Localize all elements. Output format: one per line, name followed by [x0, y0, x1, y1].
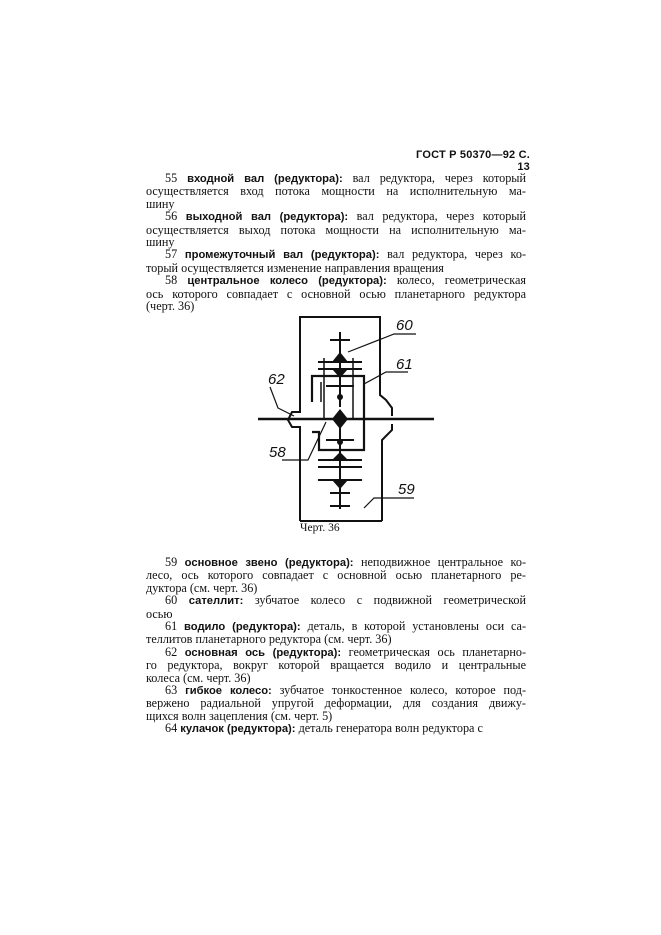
definition-text: лесо, ось которого совпадает с основной осью планетарного ре- — [146, 568, 526, 583]
definition-text: шину — [146, 196, 175, 211]
leader-59 — [364, 498, 414, 508]
leader-60 — [348, 334, 416, 352]
definition-item: 56 выходной вал (редуктора): вал редуктора, через который — [165, 209, 527, 224]
definition-item: 61 водило (редуктора): деталь, в которой установлены оси са- — [165, 619, 527, 634]
definition-text: шину — [146, 235, 175, 250]
definition-text: ось которого совпадает с основной осью планетарного редуктора — [146, 286, 526, 301]
definition-text: дуктора (см. черт. 36) — [146, 580, 258, 595]
gear-bottom-triangle — [332, 452, 348, 460]
label-60: 60 — [396, 317, 413, 334]
figure-caption: Черт. 36 — [300, 522, 340, 534]
definition-item: 57 промежуточный вал (редуктора): вал редуктора, через ко- — [165, 247, 527, 262]
definition-item: 59 основное звено (редуктора): неподвижное центральное ко- — [165, 555, 527, 569]
definition-item: 58 центральное колесо (редуктора): колесо, геометрическая — [165, 273, 527, 288]
definition-text: теллитов планетарного редуктора (см. черт. 36) — [146, 632, 392, 647]
definition-item: 60 сателлит: зубчатое колесо с подвижной геометрической — [165, 593, 526, 608]
definition-item: 55 входной вал (редуктора): вал редуктора, через который — [165, 171, 527, 185]
definitions-top — [146, 172, 526, 312]
definition-text: осуществляется выход потока мощности на исполнительную ма- — [146, 222, 526, 237]
definition-text: осуществляется вход потока мощности на исполнительную ма- — [146, 184, 526, 199]
leader-62 — [270, 387, 294, 416]
leader-61 — [364, 372, 408, 384]
definition-text: го редуктора, вокруг которой вращается водило и центральные — [146, 658, 526, 673]
housing-lower — [382, 424, 392, 521]
definition-item: 64 кулачок (редуктора): деталь генератора волн редуктора с — [165, 721, 483, 736]
definition-text: торый осуществляется изменение направления вращения — [146, 260, 444, 275]
gear-bottom-triangle-2 — [332, 480, 348, 489]
label-59: 59 — [398, 481, 415, 498]
definition-text: (черт. 36) — [146, 299, 195, 314]
definition-text: щихся волн зацепления (см. черт. 5) — [146, 708, 333, 723]
definitions-bottom — [146, 556, 526, 736]
label-61: 61 — [396, 356, 413, 373]
definition-item: 63 гибкое колесо: зубчатое тонкостенное колесо, которое под- — [165, 683, 527, 698]
label-58: 58 — [269, 444, 286, 461]
definition-text: вержено радиальной упругой деформации, для создания движу- — [146, 696, 526, 711]
gear-top-triangle — [332, 352, 348, 362]
definition-text: колеса (см. черт. 36) — [146, 670, 251, 685]
definition-text: осью — [146, 606, 173, 621]
definition-item: 62 основная ось (редуктора): геометрическая ось планетарно- — [165, 644, 526, 659]
label-62: 62 — [268, 371, 285, 388]
page-header: ГОСТ Р 50370—92 С. 13 — [416, 149, 530, 173]
center-diamond — [332, 409, 348, 429]
planetary-gear-diagram — [256, 312, 436, 522]
